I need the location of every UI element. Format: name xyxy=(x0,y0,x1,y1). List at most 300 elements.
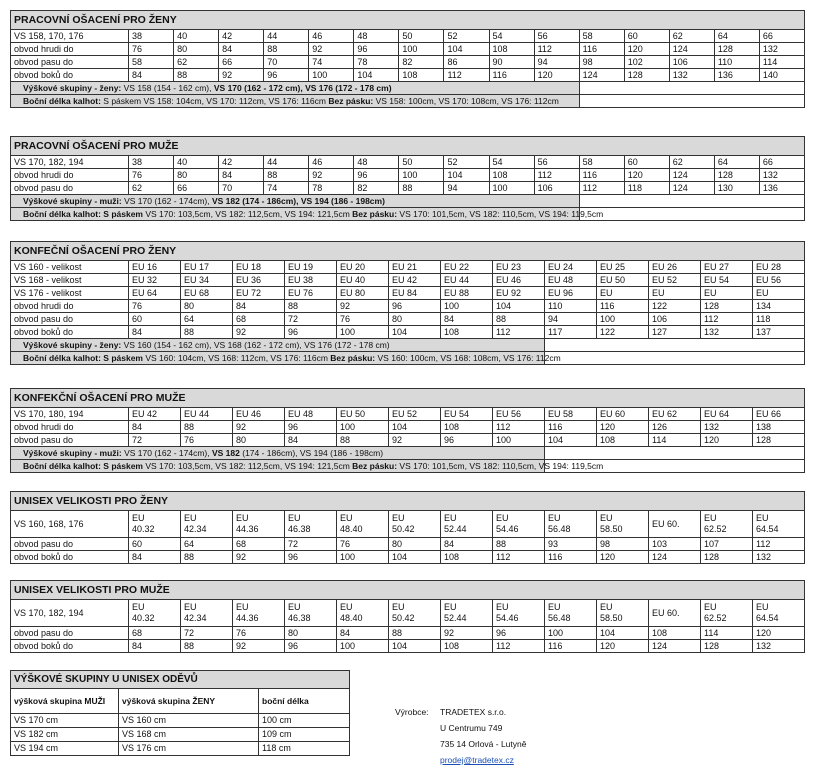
cell: 84 xyxy=(441,538,493,551)
size-cell xyxy=(753,600,805,627)
cell: 132 xyxy=(759,169,804,182)
size-range: 52.44 xyxy=(444,524,467,534)
row-label: obvod hrudi do xyxy=(11,169,129,182)
cell: EU 84 xyxy=(389,287,441,300)
cell: 128 xyxy=(753,434,805,447)
cell: 80 xyxy=(389,313,441,326)
note-segment: VS 160: 104cm, VS 168: 112cm, VS 176: 116cm xyxy=(145,353,331,363)
size-eu: EU xyxy=(756,602,769,612)
cell: 104 xyxy=(493,300,545,313)
cell: EU 21 xyxy=(389,261,441,274)
cell: 94 xyxy=(545,313,597,326)
cell: 96 xyxy=(264,69,309,82)
cell: EU xyxy=(597,287,649,300)
cell: 92 xyxy=(233,551,285,564)
cell: VS 176 cm xyxy=(119,742,259,756)
size-range: 42.34 xyxy=(184,524,207,534)
table-row xyxy=(11,551,805,564)
table-row xyxy=(11,274,805,287)
cell: 60 xyxy=(129,538,181,551)
cell: VS 170 cm xyxy=(11,714,119,728)
note-segment: VS 170 (162 - 174cm), xyxy=(124,448,212,458)
section-title-row xyxy=(11,492,805,511)
cell: 96 xyxy=(441,434,493,447)
note-row xyxy=(11,447,805,460)
cell: 92 xyxy=(337,300,389,313)
cell: 92 xyxy=(233,326,285,339)
cell: 110 xyxy=(714,56,759,69)
cell: 62 xyxy=(129,182,174,195)
cell: 88 xyxy=(181,421,233,434)
cell: 140 xyxy=(759,69,804,82)
cell: 102 xyxy=(624,56,669,69)
cell: 132 xyxy=(753,551,805,564)
cell: 100 xyxy=(545,627,597,640)
cell: 112 xyxy=(753,538,805,551)
cell: 104 xyxy=(389,421,441,434)
cell: 88 xyxy=(174,69,219,82)
row-label: obvod boků do xyxy=(11,640,129,653)
table-row xyxy=(11,30,805,43)
table-row xyxy=(11,156,805,169)
cell: 108 xyxy=(441,326,493,339)
cell: 84 xyxy=(441,313,493,326)
size-cell xyxy=(441,511,493,538)
cell: 100 xyxy=(337,421,389,434)
note-segment: VS 182 (174 - 186cm), VS 194 (186 - 198cm) xyxy=(211,196,385,206)
cell: 130 xyxy=(714,182,759,195)
cell: 88 xyxy=(389,627,441,640)
cell: 96 xyxy=(285,421,337,434)
cell: 100 xyxy=(489,182,534,195)
cell: 80 xyxy=(233,434,285,447)
note-segment: VS 160 (154 - 162 cm), VS 168 (162 - 172 cm), VS 176 (172 - 178 cm) xyxy=(123,340,390,350)
cell: 88 xyxy=(493,313,545,326)
cell: EU 76 xyxy=(285,287,337,300)
row-label: obvod boků do xyxy=(11,326,129,339)
table-row xyxy=(11,313,805,326)
size-table xyxy=(10,136,805,221)
cell: EU 42 xyxy=(129,408,181,421)
cell: 90 xyxy=(489,56,534,69)
cell: 78 xyxy=(354,56,399,69)
cell: 126 xyxy=(649,421,701,434)
note-text xyxy=(11,339,545,352)
cell: EU 16 xyxy=(129,261,181,274)
table-row xyxy=(11,742,350,756)
cell: EU 20 xyxy=(337,261,389,274)
note-segment: Bez pásku: xyxy=(352,209,400,219)
cell: 50 xyxy=(399,30,444,43)
cell: VS 194 cm xyxy=(11,742,119,756)
table-row xyxy=(11,538,805,551)
size-cell xyxy=(233,600,285,627)
size-table xyxy=(10,491,805,564)
cell: 124 xyxy=(579,69,624,82)
table-row xyxy=(11,56,805,69)
size-cell xyxy=(701,511,753,538)
size-range: 52.44 xyxy=(444,613,467,623)
size-eu: EU xyxy=(288,602,301,612)
cell: EU 28 xyxy=(753,261,805,274)
section-title: KONFEKČNÍ OŠACENÍ PRO MUŽE xyxy=(11,389,805,408)
cell: EU 36 xyxy=(233,274,285,287)
size-range: 50.42 xyxy=(392,613,415,623)
cell: 124 xyxy=(669,169,714,182)
cell: 117 xyxy=(545,326,597,339)
cell: EU xyxy=(753,287,805,300)
cell: 64 xyxy=(714,30,759,43)
size-range: 50.42 xyxy=(392,524,415,534)
note-segment: Bez pásku: xyxy=(352,461,400,471)
size-range: 44.36 xyxy=(236,613,259,623)
cell: 122 xyxy=(649,300,701,313)
size-range: 58.50 xyxy=(600,524,623,534)
section-women-ready-made xyxy=(10,241,805,365)
cell: EU 54 xyxy=(441,408,493,421)
size-eu: EU xyxy=(444,602,457,612)
cell: EU 44 xyxy=(181,408,233,421)
cell: 82 xyxy=(399,56,444,69)
table-row xyxy=(11,627,805,640)
cell: 128 xyxy=(714,169,759,182)
cell: 118 xyxy=(753,313,805,326)
cell: 104 xyxy=(444,43,489,56)
cell: 66 xyxy=(174,182,219,195)
table-row xyxy=(11,261,805,274)
cell: 60 xyxy=(624,30,669,43)
height-groups-table xyxy=(10,670,350,756)
cell: EU 58 xyxy=(545,408,597,421)
size-eu: EU xyxy=(704,513,717,523)
note-segment: VS 170 (162 - 174cm), xyxy=(124,196,212,206)
cell: 120 xyxy=(701,434,753,447)
cell: EU 46 xyxy=(233,408,285,421)
cell: 100 xyxy=(399,169,444,182)
cell: 88 xyxy=(181,326,233,339)
cell: VS 160 cm xyxy=(119,714,259,728)
size-cell xyxy=(545,600,597,627)
size-cell xyxy=(337,600,389,627)
cell: 40 xyxy=(174,30,219,43)
cell: 112 xyxy=(444,69,489,82)
section-unisex-women xyxy=(10,491,805,564)
company-name: TRADETEX s.r.o. xyxy=(440,707,507,717)
size-cell xyxy=(389,511,441,538)
section-title-row xyxy=(11,137,805,156)
row-label: obvod hrudi do xyxy=(11,300,129,313)
cell: 54 xyxy=(489,156,534,169)
table-row xyxy=(11,69,805,82)
sizes-label: VS 170, 182, 194 xyxy=(11,600,129,627)
cell: 120 xyxy=(597,551,649,564)
street: U Centrumu 749 xyxy=(440,723,503,733)
note-text xyxy=(11,447,545,460)
size-eu: EU xyxy=(704,602,717,612)
size-eu: EU xyxy=(600,513,613,523)
cell: 100 xyxy=(309,69,354,82)
cell: 128 xyxy=(701,640,753,653)
cell: 120 xyxy=(534,69,579,82)
cell: 103 xyxy=(649,538,701,551)
cell: 50 xyxy=(399,156,444,169)
note-blank xyxy=(545,339,805,352)
size-eu: EU xyxy=(756,513,769,523)
cell: 62 xyxy=(174,56,219,69)
cell: 94 xyxy=(534,56,579,69)
cell: 96 xyxy=(285,326,337,339)
size-cell xyxy=(649,511,701,538)
section-title-row xyxy=(11,11,805,30)
size-eu: EU xyxy=(548,513,561,523)
cell: 120 xyxy=(624,169,669,182)
note-segment: Boční délka kalhot: S páskem xyxy=(23,461,146,471)
cell: EU 42 xyxy=(389,274,441,287)
note-row xyxy=(11,82,805,95)
size-cell xyxy=(181,600,233,627)
cell: 116 xyxy=(579,169,624,182)
cell: 44 xyxy=(264,30,309,43)
note-blank xyxy=(545,447,805,460)
cell: 84 xyxy=(129,69,174,82)
section-unisex-men xyxy=(10,580,805,653)
cell: 76 xyxy=(337,313,389,326)
cell: EU 40 xyxy=(337,274,389,287)
cell: 128 xyxy=(701,300,753,313)
cell: 62 xyxy=(669,156,714,169)
cell: 62 xyxy=(669,30,714,43)
cell: 124 xyxy=(669,43,714,56)
cell: 78 xyxy=(309,182,354,195)
cell: EU 66 xyxy=(753,408,805,421)
cell: EU xyxy=(649,287,701,300)
cell: 132 xyxy=(759,43,804,56)
cell: 116 xyxy=(545,640,597,653)
cell: 106 xyxy=(534,182,579,195)
cell: 124 xyxy=(669,182,714,195)
size-cell xyxy=(285,600,337,627)
cell: 136 xyxy=(759,182,804,195)
cell: 132 xyxy=(701,326,753,339)
cell: 108 xyxy=(399,69,444,82)
cell: 84 xyxy=(129,551,181,564)
cell: 120 xyxy=(624,43,669,56)
cell: 128 xyxy=(701,551,753,564)
row-label: VS 160 - velikost xyxy=(11,261,129,274)
cell: 114 xyxy=(759,56,804,69)
cell: EU 56 xyxy=(493,408,545,421)
note-text xyxy=(11,82,580,95)
cell: EU 60 xyxy=(597,408,649,421)
cell: 56 xyxy=(534,156,579,169)
cell: 84 xyxy=(337,627,389,640)
cell: 48 xyxy=(354,156,399,169)
cell: 116 xyxy=(545,421,597,434)
cell: EU 32 xyxy=(129,274,181,287)
size-range: 40.32 xyxy=(132,524,155,534)
cell: 104 xyxy=(389,551,441,564)
cell: 88 xyxy=(264,43,309,56)
cell: 68 xyxy=(129,627,181,640)
cell: EU 22 xyxy=(441,261,493,274)
cell: 68 xyxy=(233,313,285,326)
cell: 112 xyxy=(579,182,624,195)
city: 735 14 Orlová - Lutyně xyxy=(440,739,527,749)
size-range: 56.48 xyxy=(548,613,571,623)
cell: 112 xyxy=(493,640,545,653)
cell: 100 xyxy=(337,326,389,339)
cell: EU 50 xyxy=(337,408,389,421)
cell: 52 xyxy=(444,156,489,169)
cell: 58 xyxy=(129,56,174,69)
cell: 137 xyxy=(753,326,805,339)
size-cell xyxy=(129,511,181,538)
section-men-ready-made xyxy=(10,388,805,473)
size-eu: EU xyxy=(600,602,613,612)
cell: 108 xyxy=(649,627,701,640)
note-text xyxy=(11,95,580,108)
cell: EU 92 xyxy=(493,287,545,300)
row-label: obvod hrudi do xyxy=(11,43,129,56)
cell: EU 24 xyxy=(545,261,597,274)
note-segment: Bez pásku: xyxy=(328,96,376,106)
cell: 112 xyxy=(493,421,545,434)
cell: EU 88 xyxy=(441,287,493,300)
height-groups-title: VÝŠKOVÉ SKUPINY U UNISEX ODĚVŮ xyxy=(11,671,350,689)
cell: 58 xyxy=(579,156,624,169)
section-title: PRACOVNÍ OŠACENÍ PRO MUŽE xyxy=(11,137,805,156)
cell: 54 xyxy=(489,30,534,43)
cell: EU 27 xyxy=(701,261,753,274)
cell: 100 xyxy=(441,300,493,313)
size-range: 48.40 xyxy=(340,613,363,623)
size-eu: EU xyxy=(184,513,197,523)
table-row xyxy=(11,43,805,56)
cell: 92 xyxy=(233,421,285,434)
row-label: obvod pasu do xyxy=(11,56,129,69)
cell: 122 xyxy=(597,326,649,339)
size-cell xyxy=(493,511,545,538)
row-label: obvod boků do xyxy=(11,69,129,82)
size-cell xyxy=(233,511,285,538)
size-table xyxy=(10,10,805,108)
row-label: obvod hrudi do xyxy=(11,421,129,434)
row-label: obvod pasu do xyxy=(11,627,129,640)
note-segment: Bez pásku: xyxy=(330,353,378,363)
size-eu: EU xyxy=(132,602,145,612)
note-segment: Výškové skupiny - muži: xyxy=(23,448,125,458)
cell: 52 xyxy=(444,30,489,43)
cell: EU 54 xyxy=(701,274,753,287)
cell: 76 xyxy=(181,434,233,447)
cell: 112 xyxy=(493,551,545,564)
row-label: VS 168 - velikost xyxy=(11,274,129,287)
table-row xyxy=(11,287,805,300)
row-label: obvod pasu do xyxy=(11,434,129,447)
cell: 106 xyxy=(649,313,701,326)
cell: 72 xyxy=(181,627,233,640)
cell: 72 xyxy=(285,313,337,326)
cell: 40 xyxy=(174,156,219,169)
sizes-row xyxy=(11,511,805,538)
cell: 80 xyxy=(389,538,441,551)
cell: 38 xyxy=(129,156,174,169)
note-blank xyxy=(579,95,804,108)
cell: 88 xyxy=(181,640,233,653)
size-range: 64.54 xyxy=(756,524,779,534)
cell: 84 xyxy=(233,300,285,313)
cell: 104 xyxy=(444,169,489,182)
size-range: 64.54 xyxy=(756,613,779,623)
cell: 108 xyxy=(441,640,493,653)
cell: 104 xyxy=(597,627,649,640)
email-link[interactable]: prodej@tradetex.cz xyxy=(440,755,514,765)
cell: 100 xyxy=(399,43,444,56)
cell: 100 cm xyxy=(259,714,350,728)
row-label: obvod pasu do xyxy=(11,182,129,195)
note-text xyxy=(11,208,604,221)
cell: 58 xyxy=(579,30,624,43)
cell: 112 xyxy=(534,43,579,56)
size-cell xyxy=(545,511,597,538)
cell: 96 xyxy=(389,300,441,313)
cell: 76 xyxy=(129,169,174,182)
size-eu: EU xyxy=(132,513,145,523)
cell: VS 168 cm xyxy=(119,728,259,742)
cell: 38 xyxy=(129,30,174,43)
cell: 64 xyxy=(181,313,233,326)
table-row xyxy=(11,714,350,728)
cell: 100 xyxy=(337,551,389,564)
cell: 86 xyxy=(444,56,489,69)
note-segment: Boční délka kalhot: xyxy=(23,96,104,106)
note-row xyxy=(11,460,805,473)
size-eu: EU xyxy=(548,602,561,612)
table-row xyxy=(11,408,805,421)
section-men-work xyxy=(10,136,805,221)
table-row xyxy=(11,421,805,434)
cell: EU 34 xyxy=(181,274,233,287)
cell: 92 xyxy=(309,43,354,56)
header-side-length: boční délka xyxy=(259,689,350,714)
cell: 46 xyxy=(309,156,354,169)
cell: 120 xyxy=(753,627,805,640)
cell: EU 46 xyxy=(493,274,545,287)
manufacturer-contact xyxy=(395,707,526,771)
cell: 56 xyxy=(534,30,579,43)
cell: 118 xyxy=(624,182,669,195)
size-eu: EU xyxy=(236,513,249,523)
cell: 128 xyxy=(624,69,669,82)
note-segment: Výškové skupiny - muži: xyxy=(23,196,125,206)
cell: 84 xyxy=(285,434,337,447)
manufacturer-label: Výrobce: xyxy=(395,707,429,717)
cell: 42 xyxy=(219,30,264,43)
cell: 116 xyxy=(597,300,649,313)
cell: 82 xyxy=(354,182,399,195)
cell: 116 xyxy=(579,43,624,56)
size-table xyxy=(10,241,805,365)
size-cell xyxy=(337,511,389,538)
cell: 48 xyxy=(354,30,399,43)
cell: EU 19 xyxy=(285,261,337,274)
size-eu: EU xyxy=(496,513,509,523)
cell: EU 96 xyxy=(545,287,597,300)
cell: 124 xyxy=(649,640,701,653)
cell: EU xyxy=(701,287,753,300)
size-eu: EU xyxy=(392,513,405,523)
cell: 88 xyxy=(285,300,337,313)
